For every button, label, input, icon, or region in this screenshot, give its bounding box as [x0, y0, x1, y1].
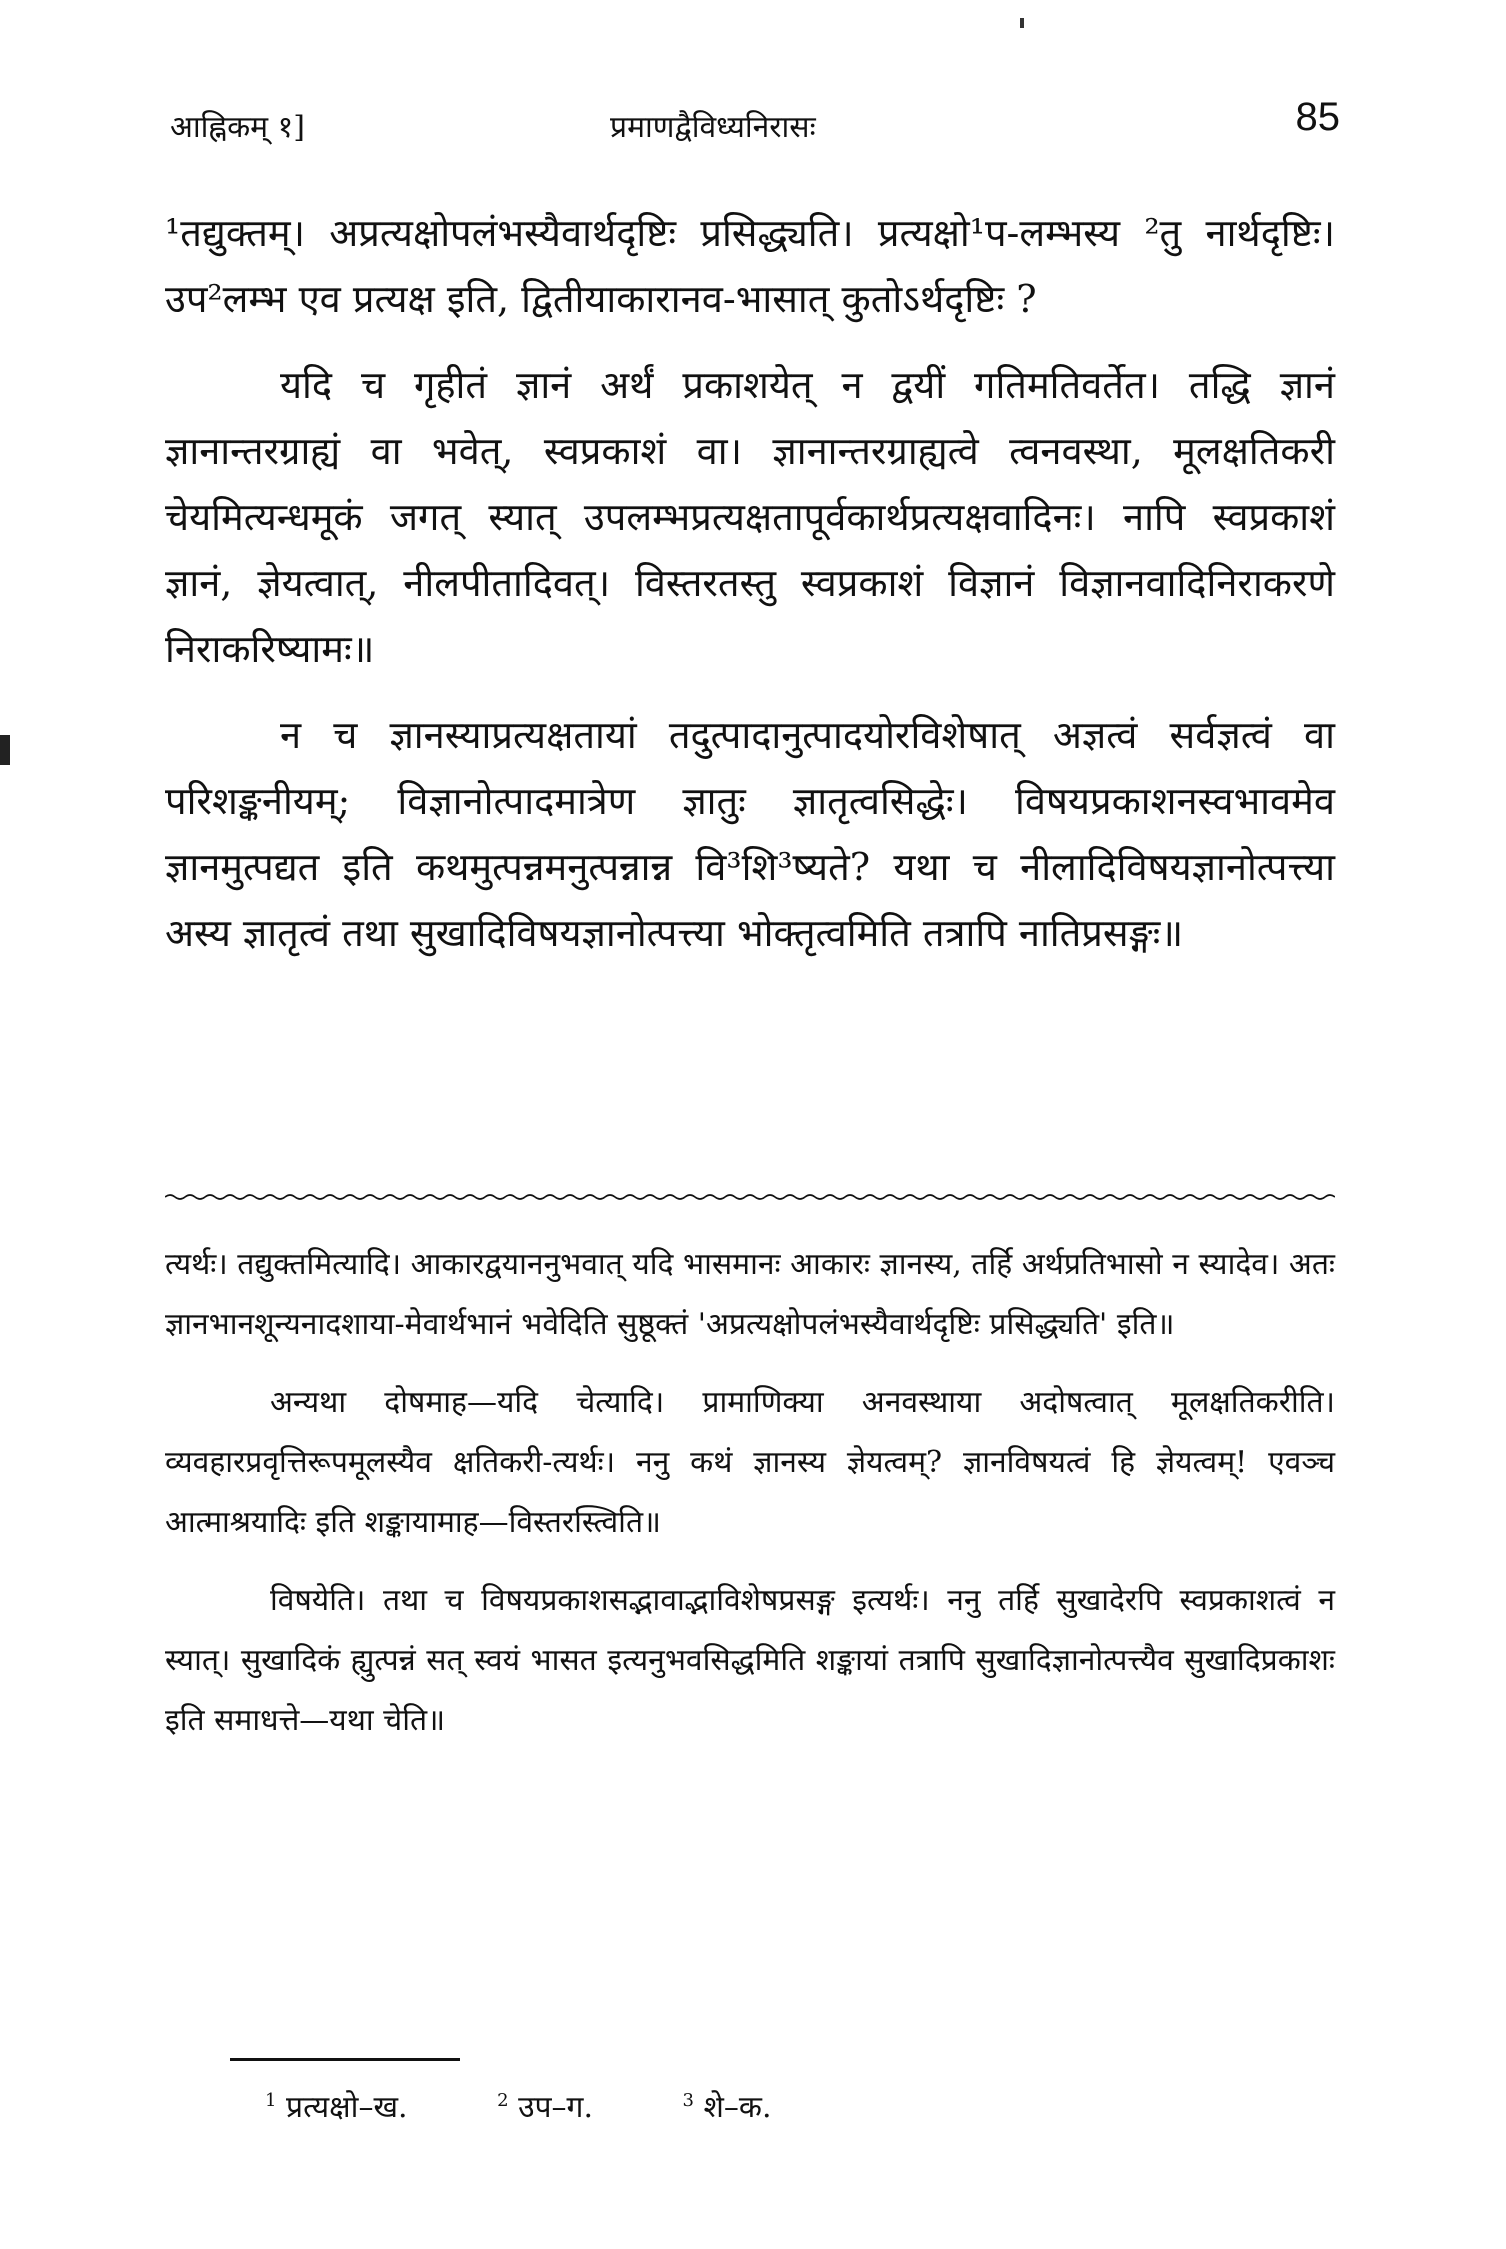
main-paragraph-2: यदि च गृहीतं ज्ञानं अर्थं प्रकाशयेत् न द्वयीं गतिमतिवर्तेत। तद्धि ज्ञानं ज्ञानान्तरग्राह्यं वा भवेत्, स्वप्रकाशं वा। ज्ञानान्तरग्राह्यत्वे त्वनवस्था, मूलक्षतिकरी चेयमित्यन्धमूकं जगत् स्यात् उपलम्भप्रत्यक्षतापूर्वकार्थप्रत्यक्षवादिनः। नापि स्वप्रकाशं ज्ञानं, ज्ञेयत्वात्, नीलपीतादिवत्। विस्तरतस्तु स्वप्रकाशं विज्ञानं विज्ञानवादिनिराकरणे निराकरिष्यामः॥: [165, 363, 1335, 671]
footnote-text: प्रत्यक्षो–ख.: [286, 2090, 408, 2125]
commentary-paragraph-1: त्यर्थः। तद्युक्तमित्यादि। आकारद्वयाननुभवात् यदि भासमानः आकारः ज्ञानस्य, तर्हि अर्थप्रतिभासो न स्यादेव। अतः ज्ञानभानशून्यनादशाया-मेवार्थभानं भवेदिति सुष्ठूक्तं 'अप्रत्यक्षोपलंभस्यैवार्थदृष्टिः प्रसिद्ध्यति' इति॥: [165, 1247, 1335, 1342]
page-number: 85: [1295, 95, 1340, 139]
footnote-rule: [230, 2058, 460, 2061]
footnote-item: [265, 2085, 408, 2126]
section-title: प्रमाणद्वैविध्यनिरासः: [610, 110, 816, 145]
footnote-mark: 2: [497, 2090, 509, 2111]
main-paragraph-3: न च ज्ञानस्याप्रत्यक्षतायां तदुत्पादानुत्पादयोरविशेषात् अज्ञत्वं सर्वज्ञत्वं वा परिशङ्कनीयम्; विज्ञानोत्पादमात्रेण ज्ञातुः ज्ञातृत्वसिद्धेः। विषयप्रकाशनस्वभावमेव ज्ञानमुत्पद्यत इति कथमुत्पन्नमनुत्पन्नान्न वि³शि³ष्यते? यथा च नीलादिविषयज्ञानोत्पत्त्या अस्य ज्ञातृत्वं तथा सुखादिविषयज्ञानोत्पत्त्या भोक्तृत्वमिति तत्रापि नातिप्रसङ्गः॥: [165, 713, 1335, 955]
footnote-item: [683, 2085, 772, 2126]
main-text: [165, 200, 1335, 986]
footnote-item: [497, 2085, 593, 2126]
section-divider: [165, 1193, 1335, 1201]
main-paragraph-1: ¹तद्युक्तम्। अप्रत्यक्षोपलंभस्यैवार्थदृष्टिः प्रसिद्ध्यति। प्रत्यक्षो¹प-लम्भस्य ²तु नार्थदृष्टिः। उप²लम्भ एव प्रत्यक्ष इति, द्वितीयाकारानव-भासात् कुतोऽर्थदृष्टिः ?: [165, 211, 1335, 321]
commentary-paragraph-2: अन्यथा दोषमाह—यदि चेत्यादि। प्रामाणिक्या अनवस्थाया अदोषत्वात् मूलक्षतिकरीति। व्यवहारप्रवृत्तिरूपमूलस्यैव क्षतिकरी-त्यर्थः। ननु कथं ज्ञानस्य ज्ञेयत्वम्? ज्ञानविषयत्वं हि ज्ञेयत्वम्! एवञ्च आत्माश्रयादिः इति शङ्कायामाह—विस्तरस्त्विति॥: [165, 1385, 1335, 1540]
commentary-paragraph-3: विषयेति। तथा च विषयप्रकाशसद्भावाद्भाविशेषप्रसङ्ग इत्यर्थः। ननु तर्हि सुखादेरपि स्वप्रकाशत्वं न स्यात्। सुखादिकं ह्युत्पन्नं सत् स्वयं भासत इत्यनुभवसिद्धमिति शङ्कायां तत्रापि सुखादिज्ञानोत्पत्त्यैव सुखादिप्रकाशः इति समाधत्ते—यथा चेति॥: [165, 1583, 1335, 1738]
speck-mark: [1020, 18, 1024, 28]
commentary-text: [165, 1235, 1335, 1769]
running-header: [160, 95, 1340, 155]
footnote-mark: 3: [682, 2090, 694, 2111]
page-edge-mark: [0, 735, 10, 765]
footnote-text: उप–ग.: [518, 2090, 593, 2125]
footnotes: [265, 2085, 1165, 2126]
chapter-label: आह्निकम् १]: [170, 110, 305, 145]
footnote-text: शे–क.: [703, 2090, 772, 2125]
footnote-mark: 1: [265, 2090, 277, 2111]
